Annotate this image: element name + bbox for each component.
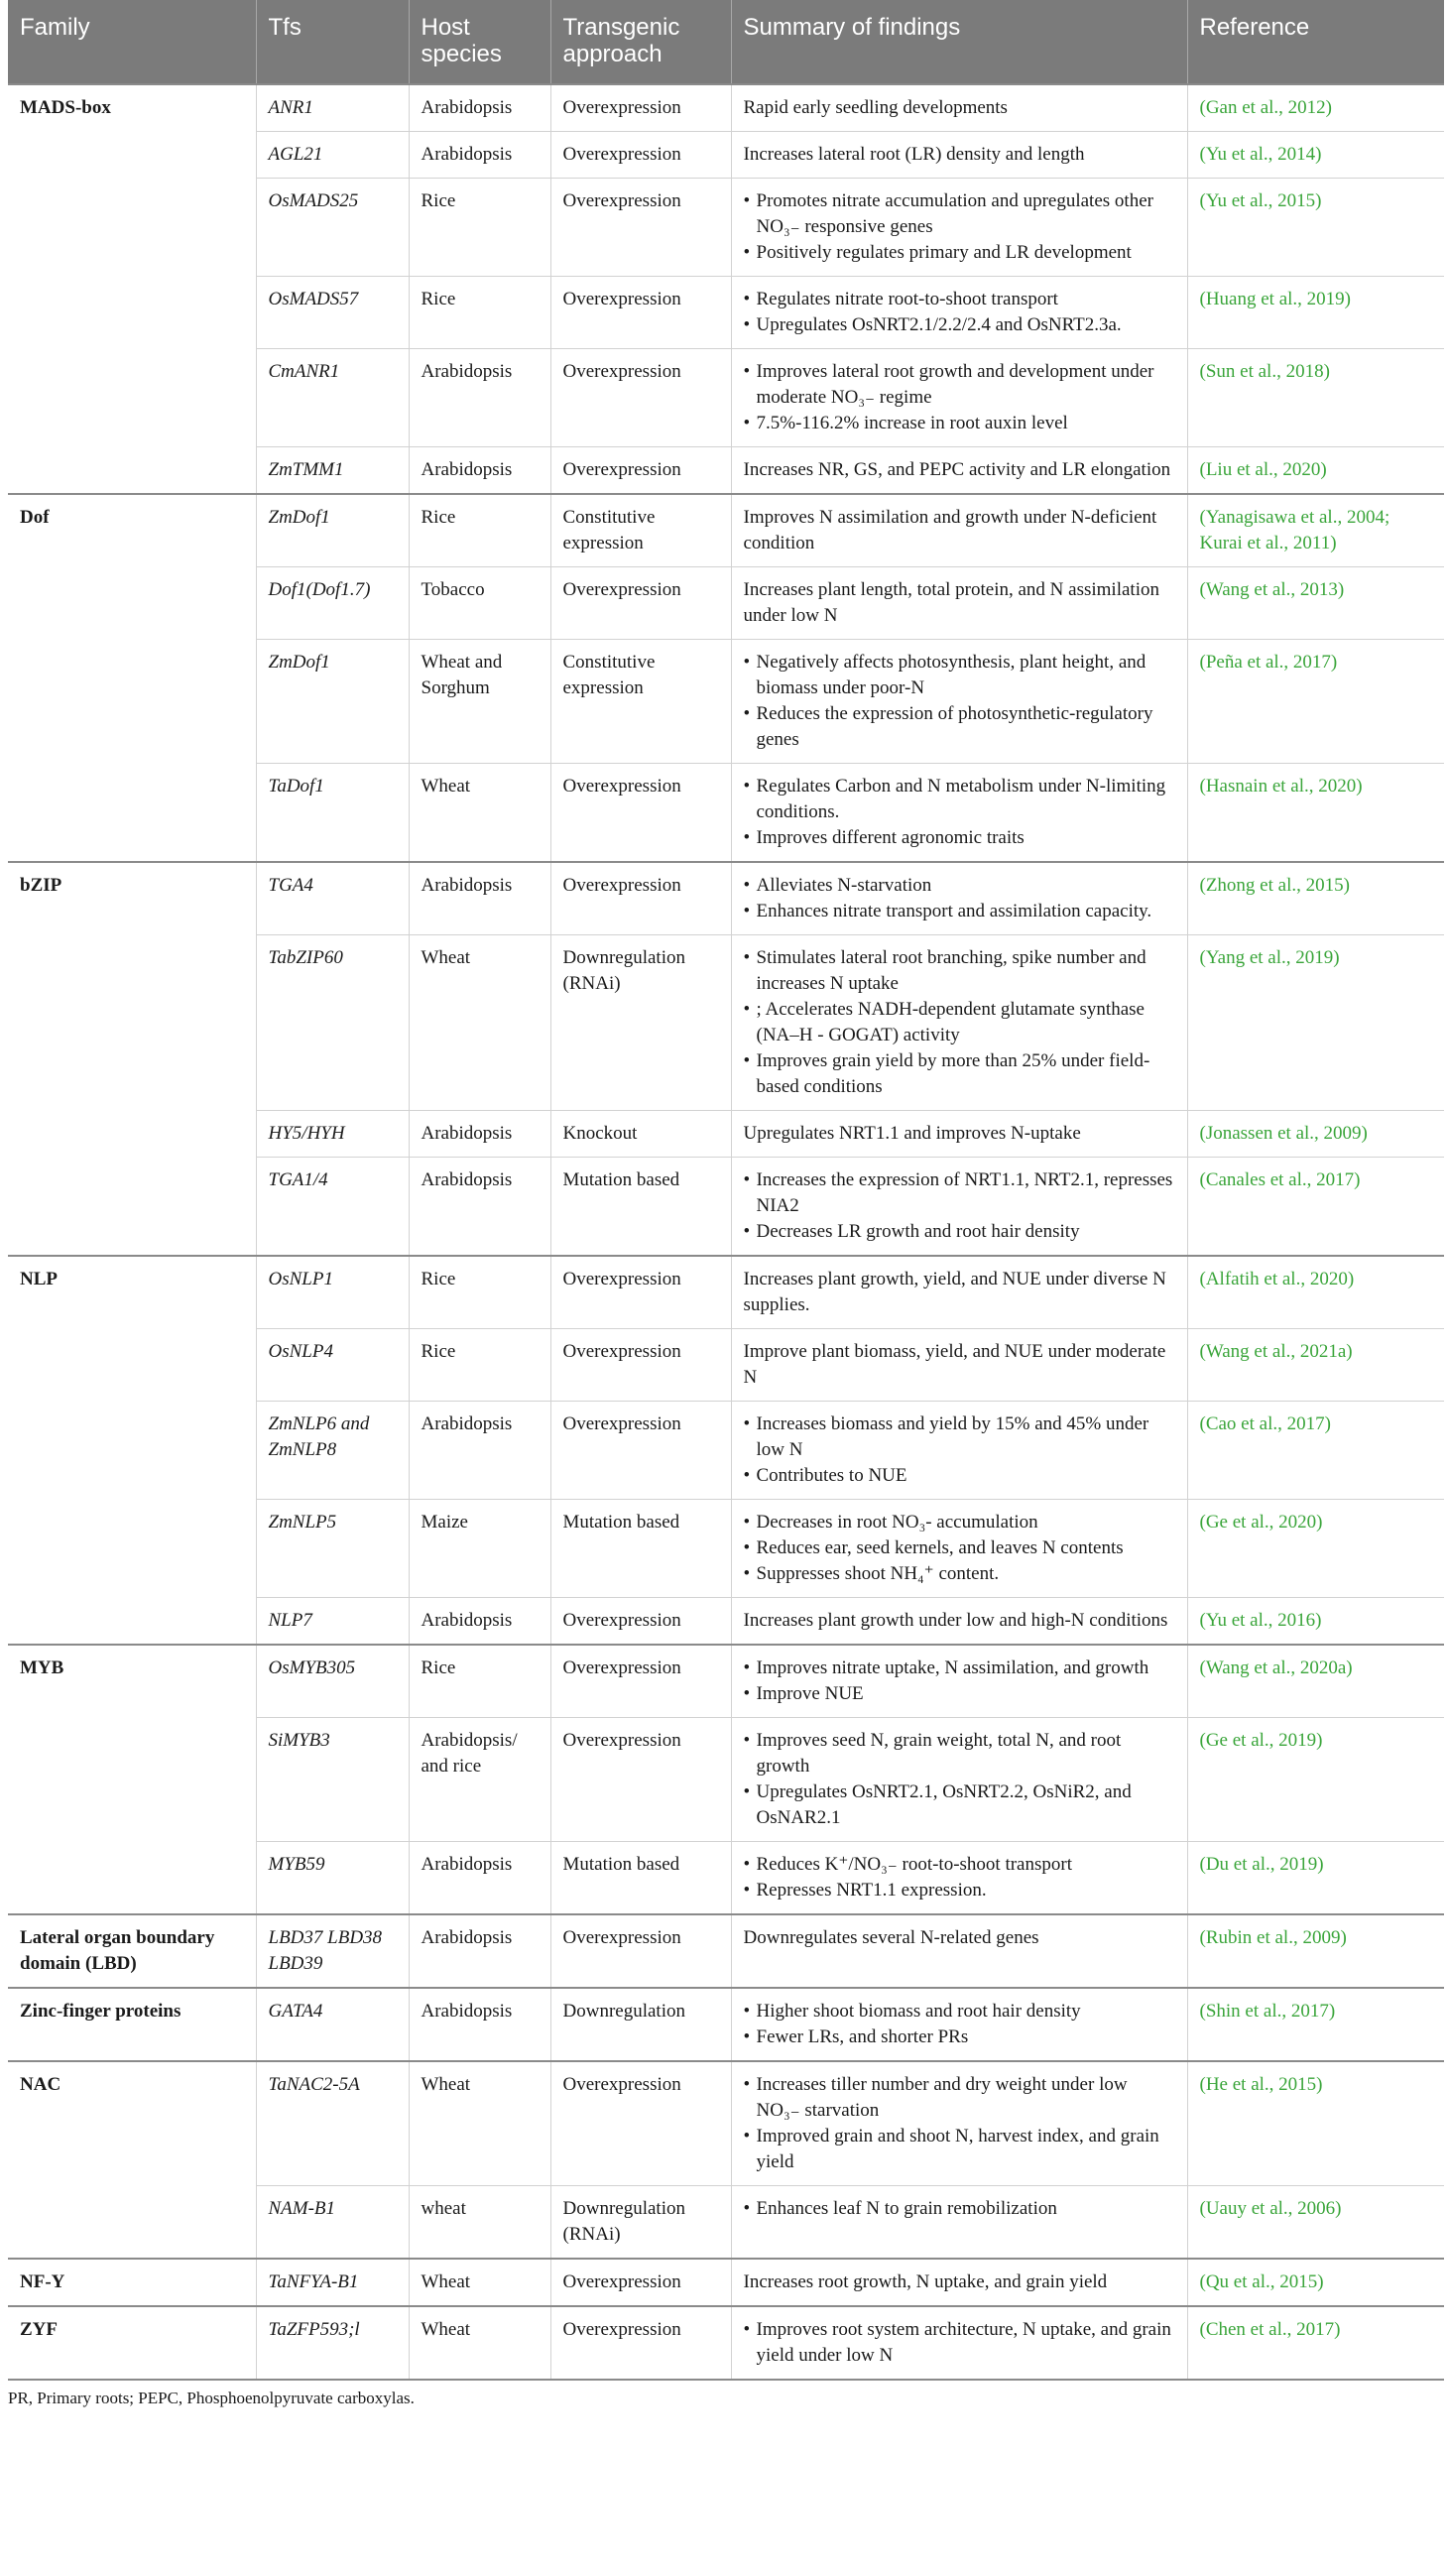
tf-cell: GATA4 <box>256 1988 409 2061</box>
approach-cell: Knockout <box>550 1111 731 1158</box>
summary-item: • Reduces K⁺/NO₃₋ root-to-shoot transport <box>744 1852 1175 1878</box>
host-species-cell: Wheat <box>409 764 550 863</box>
reference-link[interactable]: (Yu et al., 2014) <box>1187 132 1444 179</box>
summary-cell <box>731 494 1187 567</box>
host-species-cell: Tobacco <box>409 567 550 640</box>
summary-item: • Alleviates N-starvation <box>744 873 1175 899</box>
summary-item: • Increases the expression of NRT1.1, NRT2.1, represses NIA2 <box>744 1167 1175 1219</box>
reference-link[interactable]: (Rubin et al., 2009) <box>1187 1914 1444 1988</box>
summary-cell <box>731 640 1187 764</box>
approach-cell: Overexpression <box>550 1645 731 1718</box>
summary-list <box>744 1510 1175 1587</box>
approach-cell: Overexpression <box>550 349 731 447</box>
summary-list <box>744 2196 1175 2222</box>
approach-cell: Overexpression <box>550 2306 731 2379</box>
approach-cell: Overexpression <box>550 1329 731 1402</box>
reference-link[interactable]: (Sun et al., 2018) <box>1187 349 1444 447</box>
summary-list <box>744 1167 1175 1245</box>
summary-item: • Regulates Carbon and N metabolism under N-limiting conditions. <box>744 774 1175 825</box>
approach-cell: Overexpression <box>550 84 731 132</box>
reference-link[interactable]: (Wang et al., 2021a) <box>1187 1329 1444 1402</box>
approach-cell: Overexpression <box>550 1256 731 1329</box>
approach-cell: Overexpression <box>550 2259 731 2306</box>
summary-item: • Upregulates OsNRT2.1/2.2/2.4 and OsNRT2.3a. <box>744 312 1175 338</box>
approach-cell: Overexpression <box>550 1718 731 1842</box>
tf-cell: OsNLP4 <box>256 1329 409 1402</box>
approach-cell: Overexpression <box>550 277 731 349</box>
summary-item: • Improved grain and shoot N, harvest index, and grain yield <box>744 2124 1175 2175</box>
reference-link[interactable]: (Wang et al., 2020a) <box>1187 1645 1444 1718</box>
summary-item: • Decreases in root NO₃- accumulation <box>744 1510 1175 1535</box>
approach-cell: Overexpression <box>550 567 731 640</box>
summary-item: • Improve NUE <box>744 1681 1175 1707</box>
approach-cell: Overexpression <box>550 764 731 863</box>
reference-link[interactable]: (Qu et al., 2015) <box>1187 2259 1444 2306</box>
summary-cell <box>731 84 1187 132</box>
host-species-cell: Arabidopsis <box>409 1111 550 1158</box>
summary-item: • Stimulates lateral root branching, spike number and increases N uptake <box>744 945 1175 997</box>
table-row <box>8 494 1444 567</box>
host-species-cell: Wheat <box>409 2259 550 2306</box>
summary-cell <box>731 277 1187 349</box>
tf-cell: OsMYB305 <box>256 1645 409 1718</box>
summary-item: • Improves seed N, grain weight, total N, and root growth <box>744 1728 1175 1779</box>
tf-cell: TabZIP60 <box>256 935 409 1111</box>
host-species-cell: Rice <box>409 494 550 567</box>
family-cell: bZIP <box>8 862 256 1256</box>
reference-link[interactable]: (Cao et al., 2017) <box>1187 1402 1444 1500</box>
summary-cell <box>731 862 1187 935</box>
summary-text: Increases plant growth under low and high-N conditions <box>743 1610 1168 1631</box>
host-species-cell: wheat <box>409 2186 550 2260</box>
summary-cell <box>731 1111 1187 1158</box>
header-reference: Reference <box>1187 0 1444 84</box>
approach-cell: Mutation based <box>550 1500 731 1598</box>
tf-cell: AGL21 <box>256 132 409 179</box>
summary-item: • Increases tiller number and dry weight under low NO₃₋ starvation <box>744 2072 1175 2124</box>
summary-list <box>744 359 1175 436</box>
approach-cell: Overexpression <box>550 862 731 935</box>
tf-cell: OsMADS57 <box>256 277 409 349</box>
tf-cell: TaDof1 <box>256 764 409 863</box>
summary-text: Improve plant biomass, yield, and NUE under moderate N <box>743 1341 1166 1388</box>
tf-cell: OsMADS25 <box>256 179 409 277</box>
reference-link[interactable]: (Peña et al., 2017) <box>1187 640 1444 764</box>
host-species-cell: Arabidopsis <box>409 1158 550 1257</box>
summary-cell <box>731 447 1187 495</box>
summary-cell <box>731 935 1187 1111</box>
family-cell: NAC <box>8 2061 256 2259</box>
table-row <box>8 2259 1444 2306</box>
summary-cell <box>731 179 1187 277</box>
host-species-cell: Rice <box>409 179 550 277</box>
tf-cell: TaZFP593;l <box>256 2306 409 2379</box>
reference-link[interactable]: (Huang et al., 2019) <box>1187 277 1444 349</box>
approach-cell: Downregulation (RNAi) <box>550 2186 731 2260</box>
reference-link[interactable]: (He et al., 2015) <box>1187 2061 1444 2186</box>
host-species-cell: Arabidopsis <box>409 1842 550 1915</box>
summary-cell <box>731 132 1187 179</box>
tf-cell: ZmTMM1 <box>256 447 409 495</box>
summary-cell <box>731 1500 1187 1598</box>
approach-cell: Downregulation (RNAi) <box>550 935 731 1111</box>
summary-cell <box>731 1842 1187 1915</box>
summary-list <box>744 1656 1175 1707</box>
host-species-cell: Arabidopsis <box>409 862 550 935</box>
summary-cell <box>731 2186 1187 2260</box>
summary-item: • Fewer LRs, and shorter PRs <box>744 2024 1175 2050</box>
summary-list <box>744 1999 1175 2050</box>
tf-cell: HY5/HYH <box>256 1111 409 1158</box>
reference-link[interactable]: (Chen et al., 2017) <box>1187 2306 1444 2379</box>
tf-cell: ZmNLP6 and ZmNLP8 <box>256 1402 409 1500</box>
header-tfs: Tfs <box>256 0 409 84</box>
host-species-cell: Arabidopsis <box>409 1914 550 1988</box>
reference-link[interactable]: (Alfatih et al., 2020) <box>1187 1256 1444 1329</box>
header-row <box>8 0 1444 84</box>
summary-text: Upregulates NRT1.1 and improves N-uptake <box>743 1123 1081 1144</box>
approach-cell: Overexpression <box>550 179 731 277</box>
approach-cell: Overexpression <box>550 447 731 495</box>
summary-cell <box>731 2259 1187 2306</box>
reference-link[interactable]: (Jonassen et al., 2009) <box>1187 1111 1444 1158</box>
tf-cell: Dof1(Dof1.7) <box>256 567 409 640</box>
host-species-cell: Arabidopsis <box>409 349 550 447</box>
table-row <box>8 1988 1444 2061</box>
summary-item: • ; Accelerates NADH-dependent glutamate synthase (NA–H - GOGAT) activity <box>744 997 1175 1048</box>
approach-cell: Mutation based <box>550 1842 731 1915</box>
summary-cell <box>731 1256 1187 1329</box>
reference-link[interactable]: (Wang et al., 2013) <box>1187 567 1444 640</box>
summary-item: • Improves grain yield by more than 25% under field-based conditions <box>744 1048 1175 1100</box>
summary-cell <box>731 349 1187 447</box>
approach-cell: Downregulation <box>550 1988 731 2061</box>
host-species-cell: Arabidopsis <box>409 1988 550 2061</box>
reference-link[interactable]: (Liu et al., 2020) <box>1187 447 1444 495</box>
header-summary: Summary of findings <box>731 0 1187 84</box>
reference-link[interactable]: (Ge et al., 2019) <box>1187 1718 1444 1842</box>
host-species-cell: Rice <box>409 1329 550 1402</box>
reference-link[interactable]: (Yanagisawa et al., 2004; Kurai et al., 2011) <box>1187 494 1444 567</box>
host-species-cell: Arabidopsis <box>409 1598 550 1646</box>
approach-cell: Overexpression <box>550 1598 731 1646</box>
summary-item: • Higher shoot biomass and root hair density <box>744 1999 1175 2024</box>
summary-item: • Reduces the expression of photosynthetic-regulatory genes <box>744 701 1175 753</box>
tf-cell: ZmNLP5 <box>256 1500 409 1598</box>
table-row <box>8 2306 1444 2379</box>
tf-cell: OsNLP1 <box>256 1256 409 1329</box>
family-cell: NF-Y <box>8 2259 256 2306</box>
host-species-cell: Wheat and Sorghum <box>409 640 550 764</box>
family-cell: Zinc-finger proteins <box>8 1988 256 2061</box>
summary-cell <box>731 1329 1187 1402</box>
summary-item: • Decreases LR growth and root hair density <box>744 1219 1175 1245</box>
host-species-cell: Wheat <box>409 2061 550 2186</box>
host-species-cell: Wheat <box>409 2306 550 2379</box>
tf-cell: CmANR1 <box>256 349 409 447</box>
table-body <box>8 84 1444 2379</box>
summary-text: Increases root growth, N uptake, and grain yield <box>743 2271 1108 2292</box>
summary-item: • Enhances nitrate transport and assimilation capacity. <box>744 899 1175 924</box>
host-species-cell: Arabidopsis <box>409 132 550 179</box>
approach-cell: Overexpression <box>550 1402 731 1500</box>
summary-item: • Improves lateral root growth and development under moderate NO₃₋ regime <box>744 359 1175 411</box>
summary-list <box>744 1411 1175 1489</box>
tf-cell: ZmDof1 <box>256 494 409 567</box>
tf-cell: NAM-B1 <box>256 2186 409 2260</box>
transcription-factor-table <box>8 0 1444 2379</box>
header-transgenic-approach: Transgenic approach <box>550 0 731 84</box>
summary-cell <box>731 1402 1187 1500</box>
family-cell: Dof <box>8 494 256 862</box>
host-species-cell: Maize <box>409 1500 550 1598</box>
summary-item: • Suppresses shoot NH₄⁺ content. <box>744 1561 1175 1587</box>
host-species-cell: Arabidopsis <box>409 1402 550 1500</box>
summary-cell <box>731 567 1187 640</box>
summary-cell <box>731 1645 1187 1718</box>
summary-list <box>744 1728 1175 1831</box>
summary-item: • Promotes nitrate accumulation and upregulates other NO₃₋ responsive genes <box>744 188 1175 240</box>
table-row <box>8 84 1444 132</box>
approach-cell: Constitutive expression <box>550 494 731 567</box>
tf-cell: LBD37 LBD38 LBD39 <box>256 1914 409 1988</box>
table-footnote: PR, Primary roots; PEPC, Phosphoenolpyruvate carboxylas. <box>8 2389 415 2407</box>
summary-item: • Upregulates OsNRT2.1, OsNRT2.2, OsNiR2, and OsNAR2.1 <box>744 1779 1175 1831</box>
approach-cell: Mutation based <box>550 1158 731 1257</box>
summary-cell <box>731 764 1187 863</box>
host-species-cell: Rice <box>409 1256 550 1329</box>
reference-link[interactable]: (Yu et al., 2015) <box>1187 179 1444 277</box>
header-family: Family <box>8 0 256 84</box>
summary-list <box>744 2317 1175 2369</box>
reference-link[interactable]: (Du et al., 2019) <box>1187 1842 1444 1915</box>
host-species-cell: Arabidopsis <box>409 447 550 495</box>
table-row <box>8 1914 1444 1988</box>
reference-link[interactable]: (Canales et al., 2017) <box>1187 1158 1444 1257</box>
summary-list <box>744 774 1175 851</box>
approach-cell: Overexpression <box>550 2061 731 2186</box>
host-species-cell: Arabidopsis/ and rice <box>409 1718 550 1842</box>
tf-cell: TGA1/4 <box>256 1158 409 1257</box>
table-header <box>8 0 1444 84</box>
summary-list <box>744 287 1175 338</box>
summary-text: Increases NR, GS, and PEPC activity and LR elongation <box>743 459 1171 480</box>
tf-cell: TaNFYA-B1 <box>256 2259 409 2306</box>
host-species-cell: Rice <box>409 277 550 349</box>
summary-list <box>744 873 1175 924</box>
summary-item: • Improves root system architecture, N uptake, and grain yield under low N <box>744 2317 1175 2369</box>
summary-cell <box>731 2061 1187 2186</box>
summary-item: • Regulates nitrate root-to-shoot transport <box>744 287 1175 312</box>
family-cell: MYB <box>8 1645 256 1914</box>
summary-item: • Negatively affects photosynthesis, plant height, and biomass under poor-N <box>744 650 1175 701</box>
summary-text: Increases plant length, total protein, and N assimilation under low N <box>743 579 1159 626</box>
summary-text: Increases plant growth, yield, and NUE under diverse N supplies. <box>743 1269 1166 1315</box>
reference-link[interactable]: (Shin et al., 2017) <box>1187 1988 1444 2061</box>
reference-link[interactable]: (Yu et al., 2016) <box>1187 1598 1444 1646</box>
tf-cell: NLP7 <box>256 1598 409 1646</box>
summary-list <box>744 945 1175 1100</box>
summary-item: • Positively regulates primary and LR development <box>744 240 1175 266</box>
tf-cell: ANR1 <box>256 84 409 132</box>
summary-item: • 7.5%-116.2% increase in root auxin level <box>744 411 1175 436</box>
family-cell: NLP <box>8 1256 256 1645</box>
summary-item: • Enhances leaf N to grain remobilization <box>744 2196 1175 2222</box>
summary-list <box>744 650 1175 753</box>
host-species-cell: Wheat <box>409 935 550 1111</box>
tf-cell: TGA4 <box>256 862 409 935</box>
table-row <box>8 1256 1444 1329</box>
host-species-cell: Rice <box>409 1645 550 1718</box>
summary-item: • Increases biomass and yield by 15% and 45% under low N <box>744 1411 1175 1463</box>
reference-link[interactable]: (Yang et al., 2019) <box>1187 935 1444 1111</box>
tf-cell: SiMYB3 <box>256 1718 409 1842</box>
approach-cell: Constitutive expression <box>550 640 731 764</box>
summary-text: Increases lateral root (LR) density and length <box>743 144 1085 165</box>
summary-cell <box>731 1598 1187 1646</box>
summary-cell <box>731 1718 1187 1842</box>
summary-item: • Improves different agronomic traits <box>744 825 1175 851</box>
summary-text: Improves N assimilation and growth under N-deficient condition <box>743 507 1157 553</box>
summary-text: Rapid early seedling developments <box>743 97 1008 118</box>
summary-cell <box>731 1914 1187 1988</box>
summary-item: • Contributes to NUE <box>744 1463 1175 1489</box>
tf-cell: TaNAC2-5A <box>256 2061 409 2186</box>
header-host-species: Host species <box>409 0 550 84</box>
summary-text: Downregulates several N-related genes <box>743 1927 1039 1948</box>
family-cell: ZYF <box>8 2306 256 2379</box>
summary-item: • Represses NRT1.1 expression. <box>744 1878 1175 1903</box>
summary-cell <box>731 1988 1187 2061</box>
summary-cell <box>731 1158 1187 1257</box>
tf-cell: ZmDof1 <box>256 640 409 764</box>
summary-list <box>744 2072 1175 2175</box>
host-species-cell: Arabidopsis <box>409 84 550 132</box>
approach-cell: Overexpression <box>550 1914 731 1988</box>
reference-link[interactable]: (Uauy et al., 2006) <box>1187 2186 1444 2260</box>
tf-cell: MYB59 <box>256 1842 409 1915</box>
summary-item: • Improves nitrate uptake, N assimilation, and growth <box>744 1656 1175 1681</box>
reference-link[interactable]: (Ge et al., 2020) <box>1187 1500 1444 1598</box>
summary-item: • Reduces ear, seed kernels, and leaves N contents <box>744 1535 1175 1561</box>
table-row <box>8 2061 1444 2186</box>
reference-link[interactable]: (Hasnain et al., 2020) <box>1187 764 1444 863</box>
approach-cell: Overexpression <box>550 132 731 179</box>
reference-link[interactable]: (Zhong et al., 2015) <box>1187 862 1444 935</box>
table-container <box>8 0 1444 2408</box>
table-row <box>8 1645 1444 1718</box>
reference-link[interactable]: (Gan et al., 2012) <box>1187 84 1444 132</box>
family-cell: MADS-box <box>8 84 256 494</box>
family-cell: Lateral organ boundary domain (LBD) <box>8 1914 256 1988</box>
summary-list <box>744 1852 1175 1903</box>
summary-list <box>744 188 1175 266</box>
summary-cell <box>731 2306 1187 2379</box>
table-row <box>8 862 1444 935</box>
